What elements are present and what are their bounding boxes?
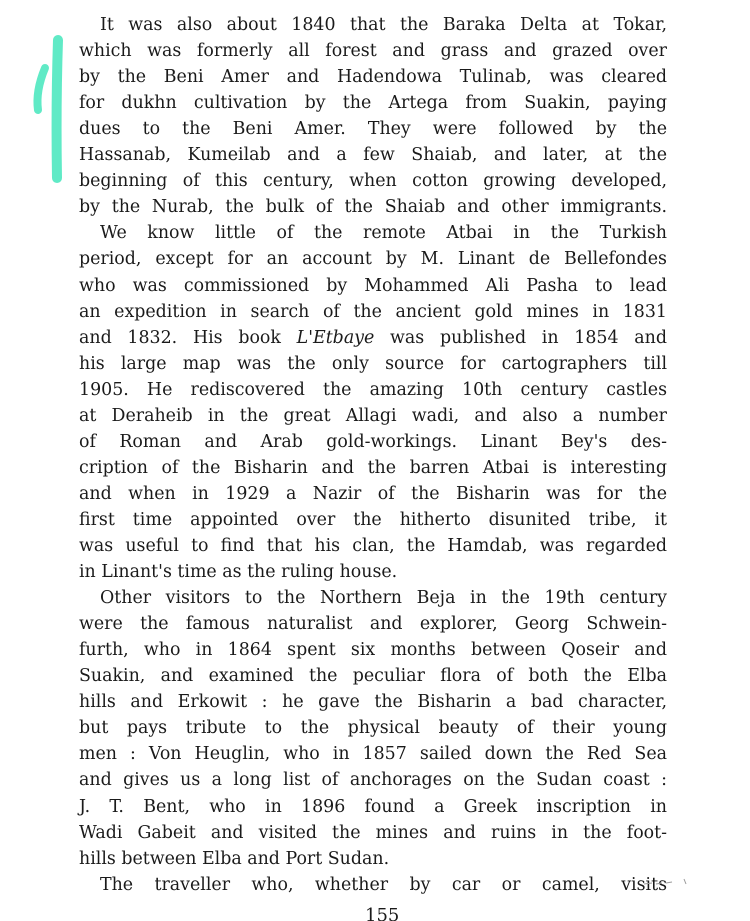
text-line — [79, 325, 667, 351]
page-number: 155 — [365, 905, 400, 921]
text-line: of Roman and Arab gold-workings. Linant Bey's des- — [79, 431, 667, 452]
highlighter-mark — [0, 0, 80, 200]
text-line: by the Nurab, the bulk of the Shaiab and other immigrants. — [79, 197, 667, 218]
text-line: who was commissioned by Mohammed Ali Pasha to lead — [79, 275, 667, 296]
text-line: which was formerly all forest and grass and grazed over — [79, 41, 667, 62]
book-title: L'Etbaye — [296, 327, 375, 348]
text-line: his large map was the only source for cartographers till — [79, 353, 667, 374]
text-line: was useful to find that his clan, the Hamdab, was regarded — [79, 536, 667, 556]
text-line: Hassanab, Kumeilab and a few Shaiab, and later, at the — [79, 145, 667, 166]
text-segment: was published in 1854 and — [374, 327, 667, 348]
text-line: at Deraheib in the great Allagi wadi, and also a number — [79, 405, 667, 426]
text-line: and when in 1929 a Nazir of the Bisharin was for the — [79, 483, 667, 504]
text-line: Suakin, and examined the peculiar flora of both the Elba — [79, 666, 667, 687]
text-line: cription of the Bisharin and the barren Atbai is interesting — [79, 457, 667, 478]
text-line: were the famous naturalist and explorer, Georg Schwein- — [79, 614, 667, 635]
text-line: dues to the Beni Amer. They were followed by the — [79, 119, 667, 140]
text-line: furth, who in 1864 spent six months between Qoseir and — [79, 640, 667, 661]
text-line: period, except for an account by M. Linant de Bellefondes — [79, 249, 667, 270]
text-line: beginning of this century, when cotton growing developed, — [79, 171, 667, 192]
text-line: by the Beni Amer and Hadendowa Tulinab, was cleared — [79, 67, 667, 88]
text-line: We know little of the remote Atbai in the Turkish — [100, 223, 667, 244]
text-line: an expedition in search of the ancient gold mines in 1831 — [79, 301, 667, 322]
text-line: It was also about 1840 that the Baraka Delta at Tokar, — [100, 15, 667, 35]
text-line: but pays tribute to the physical beauty of their young — [79, 718, 667, 739]
text-line: first time appointed over the hitherto disunited tribe, it — [79, 509, 667, 530]
text-line: Wadi Gabeit and visited the mines and ruins in the foot- — [79, 822, 667, 843]
text-line: and gives us a long list of anchorages on the Sudan coast : — [79, 770, 667, 791]
text-line: hills between Elba and Port Sudan. — [79, 848, 390, 869]
text-line: The traveller who, whether by car or camel, visits — [100, 874, 667, 895]
text-line: in Linant's time as the ruling house. — [79, 562, 398, 583]
text-line: J. T. Bent, who in 1896 found a Greek inscription in — [79, 796, 667, 817]
text-line: Other visitors to the Northern Beja in the 19th century — [100, 588, 667, 609]
text-line: hills and Erkowit : he gave the Bisharin a bad character, — [79, 692, 667, 713]
text-segment: and 1832. His book — [79, 327, 297, 348]
pencil-mark — [640, 876, 700, 890]
text-line: 1905. He rediscovered the amazing 10th century castles — [79, 379, 667, 400]
text-line: men : Von Heuglin, who in 1857 sailed down the Red Sea — [79, 744, 667, 765]
text-line: for dukhn cultivation by the Artega from Suakin, paying — [79, 93, 667, 114]
